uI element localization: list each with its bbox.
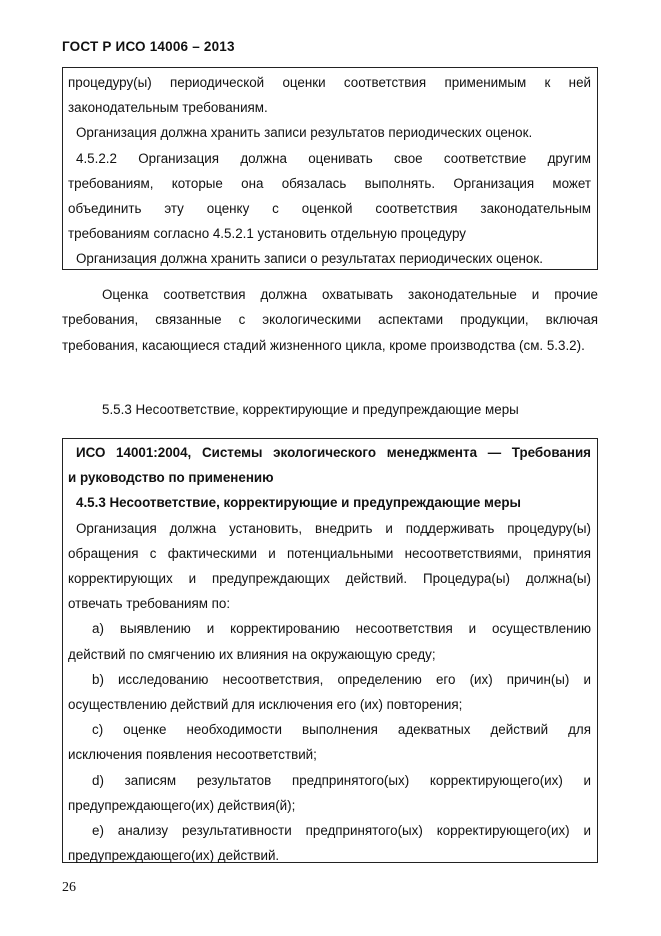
- text-line: Организация должна хранить записи о результатах периодических оценок.: [76, 251, 543, 267]
- list-item-b: b) исследованию несоответствия, определению его (их) причин(ы) и: [92, 671, 591, 687]
- text-line: Организация должна хранить записи результатов периодических оценок.: [76, 125, 533, 141]
- list-item-d-cont: предупреждающего(их) действия(й);: [68, 797, 296, 813]
- text-line: обращения с фактическими и потенциальными несоответствиями, принятия: [68, 545, 591, 561]
- text-line: объединить эту оценку с оценкой соответствия законодательным: [68, 201, 591, 217]
- text-line: корректирующих и предупреждающих действий. Процедура(ы) должна(ы): [68, 571, 591, 587]
- text-line: требованиям, которые она обязалась выполнять. Организация может: [68, 175, 591, 191]
- list-item-c-cont: исключения появления несоответствий;: [68, 747, 317, 763]
- text-line: отвечать требованиям по:: [68, 596, 231, 612]
- standard-title: ИСО 14001:2004, Системы экологического менеджмента — Требования: [76, 445, 591, 460]
- body-paragraph: Оценка соответствия должна охватывать законодательные и прочие требования, связанные с экологическими аспектами продукции, включая требования, касающиеся стадий жизненного цикла, кроме производства (см. 5.3.2).: [62, 287, 598, 353]
- section-heading-5-5-3: 5.5.3 Несоответствие, корректирующие и предупреждающие меры: [102, 402, 519, 417]
- text-line: процедуру(ы) периодической оценки соответствия применимым к ней: [68, 75, 591, 90]
- list-item-e: e) анализу результативности предпринятого(ых) корректирующего(их) и: [92, 823, 591, 839]
- list-item-a: a) выявлению и корректированию несоответствия и осуществлению: [92, 621, 591, 637]
- list-item-a-cont: действий по смягчению их влияния на окружающую среду;: [68, 646, 436, 662]
- quoted-standard-box: [62, 438, 598, 863]
- text-line: требованиям согласно 4.5.2.1 установить отдельную процедуру: [68, 226, 466, 242]
- list-item-e-cont: предупреждающего(их) действий.: [68, 848, 280, 864]
- text-line: Организация должна установить, внедрить и поддерживать процедуру(ы): [76, 520, 591, 536]
- list-item-b-cont: осуществлению действий для исключения его (их) повторения;: [68, 697, 463, 713]
- quoted-standard-box: [62, 67, 598, 270]
- clause-heading-4-5-3: 4.5.3 Несоответствие, корректирующие и предупреждающие меры: [76, 495, 521, 511]
- list-item-c: c) оценке необходимости выполнения адекватных действий для: [92, 722, 591, 738]
- text-line: законодательным требованиям.: [68, 100, 268, 116]
- clause-4-5-2-2: 4.5.2.2 Организация должна оценивать свое соответствие другим: [76, 150, 591, 166]
- document-header: ГОСТ Р ИСО 14006 – 2013: [62, 39, 235, 54]
- page-number: 26: [62, 880, 76, 895]
- standard-title-cont: и руководство по применению: [68, 470, 274, 486]
- list-item-d: d) записям результатов предпринятого(ых) корректирующего(их) и: [92, 772, 591, 788]
